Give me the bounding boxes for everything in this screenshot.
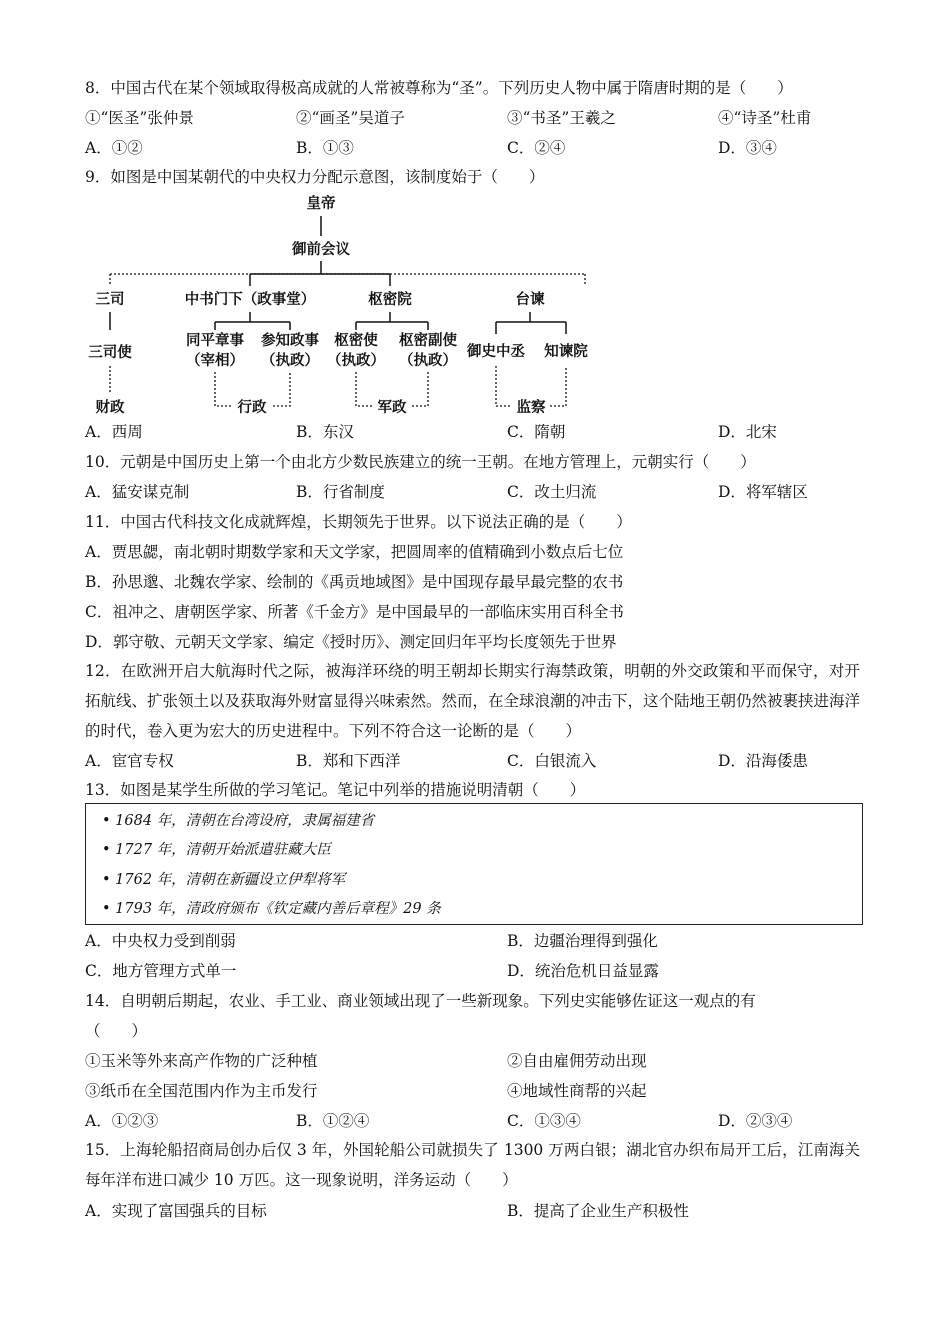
q10-option-a: A．猛安谋克制 [85,483,190,501]
q8-item-2: ②“画圣”吴道子 [296,109,405,127]
q14-option-d: D．②③④ [718,1112,793,1130]
diagram-zhizheng-1: （执政） [261,353,319,369]
q14-item-4: ④地域性商帮的兴起 [507,1082,647,1100]
diagram-zhijianyuan: 知谏院 [544,344,588,360]
q8-item-4: ④“诗圣”杜甫 [718,109,812,127]
q8-item-3: ③“书圣”王羲之 [507,109,616,127]
q8-option-d: D．③④ [718,139,777,157]
diagram-junzheng: 军政 [377,400,407,416]
q8-option-b: B．①③ [296,139,354,157]
q11-option-c: C．祖冲之、唐朝医学家、所著《千金方》是中国最早的一部临床实用百科全书 [85,603,624,621]
q9-option-b: B．东汉 [296,423,354,441]
diagram-canzhi: 参知政事 [261,333,319,349]
diagram-council: 御前会议 [292,242,350,258]
q10-stem: 10．元朝是中国历史上第一个由北方少数民族建立的统一王朝。在地方管理上，元朝实行（ ） [85,453,756,471]
diagram-emperor: 皇帝 [306,196,336,212]
diagram-caizheng: 财政 [95,400,125,416]
q11-stem: 11．中国古代科技文化成就辉煌，长期领先于世界。以下说法正确的是（ ） [85,513,632,531]
q12-option-d: D．沿海倭患 [718,752,808,770]
q14-item-3: ③纸币在全国范围内作为主币发行 [85,1082,318,1100]
diagram-sansishi: 三司使 [88,345,132,361]
study-notes-box [85,803,863,925]
q13-option-d: D．统治危机日益显露 [507,962,659,980]
q12-option-b: B．郑和下西洋 [296,752,401,770]
note-item-3: • 1762 年，清朝在新疆设立伊犁将军 [102,872,346,888]
diagram-tongping: 同平章事 [186,333,244,349]
diagram-shumiyuan: 枢密院 [368,292,412,308]
central-power-diagram [0,188,950,420]
q11-option-d: D．郭守敬、元朝天文学家、编定《授时历》、测定回归年平均长度领先于世界 [85,633,617,651]
q10-option-c: C．改土归流 [507,483,597,501]
q8-stem: 8．中国古代在某个领域取得极高成就的人常被尊称为“圣”。下列历史人物中属于隋唐时期的是（ ） [85,79,793,97]
q9-option-d: D．北宋 [718,423,777,441]
q9-option-c: C．隋朝 [507,423,566,441]
q14-paren: （ ） [85,1022,148,1040]
q11-option-b: B．孙思邈、北魏农学家、绘制的《禹贡地域图》是中国现存最早最完整的农书 [85,573,624,591]
q13-option-a: A．中央权力受到削弱 [85,932,236,950]
diagram-zhizheng-3: （执政） [399,353,457,369]
q13-option-c: C．地方管理方式单一 [85,962,237,980]
q12-stem: 12．在欧洲开启大航海时代之际，被海洋环绕的明王朝却长期实行海禁政策，明朝的外交政策和平而保守，对开拓航线、扩张领土以及获取海外财富显得兴味索然。然而，在全球浪潮的冲击下，这个陆地王朝仍然被裹挟进海洋的时代，卷入更为宏大的历史进程中。下列不符合这一论断的是（ ） [85,662,861,740]
q12-option-c: C．白银流入 [507,752,597,770]
diagram-xingzheng: 行政 [237,400,267,416]
q8-option-a: A．①② [85,139,143,157]
q14-option-a: A．①②③ [85,1112,159,1130]
q14-item-1: ①玉米等外来高产作物的广泛种植 [85,1052,318,1070]
q9-option-a: A．西周 [85,423,143,441]
note-item-1: • 1684 年，清朝在台湾设府，隶属福建省 [102,813,375,829]
diagram-taijian: 台谏 [515,292,545,308]
q15-stem: 15．上海轮船招商局创办后仅 3 年，外国轮船公司就损失了 1300 万两白银；湖北官办织布局开工后，江南海关每年洋布进口减少 10 万匹。这一现象说明，洋务运动（ ） [85,1141,860,1189]
q14-option-c: C．①③④ [507,1112,581,1130]
q8-item-1: ①“医圣”张仲景 [85,109,194,127]
q14-item-2: ②自由雇佣劳动出现 [507,1052,647,1070]
note-item-2: • 1727 年，清朝开始派遣驻藏大臣 [102,842,331,858]
q15-option-b: B．提高了企业生产积极性 [507,1202,689,1220]
q14-stem: 14．自明朝后期起，农业、手工业、商业领域出现了一些新现象。下列史实能够佐证这一观点的有 [85,992,756,1010]
note-item-4: • 1793 年，清政府颁布《钦定藏内善后章程》29 条 [102,901,441,917]
diagram-zhongshu: 中书门下（政事堂） [184,292,316,308]
q15-option-a: A．实现了富国强兵的目标 [85,1202,267,1220]
diagram-sansi: 三司 [95,292,125,308]
q10-option-b: B．行省制度 [296,483,385,501]
diagram-jiancha: 监察 [516,400,546,416]
q11-option-a: A．贾思勰，南北朝时期数学家和天文学家，把圆周率的值精确到小数点后七位 [85,543,624,561]
diagram-yushi: 御史中丞 [467,344,525,360]
diagram-zaixiang: （宰相） [186,353,244,369]
diagram-zhizheng-2: （执政） [327,353,385,369]
q12-option-a: A．宦官专权 [85,752,174,770]
q9-stem: 9．如图是中国某朝代的中央权力分配示意图，该制度始于（ ） [85,168,545,186]
q13-stem: 13．如图是某学生所做的学习笔记。笔记中列举的措施说明清朝（ ） [85,781,586,799]
diagram-shumifushi: 枢密副使 [399,333,457,349]
q14-option-b: B．①②④ [296,1112,370,1130]
diagram-shumishi: 枢密使 [334,333,378,349]
q8-option-c: C．②④ [507,139,566,157]
q13-option-b: B．边疆治理得到强化 [507,932,658,950]
q10-option-d: D．将军辖区 [718,483,808,501]
